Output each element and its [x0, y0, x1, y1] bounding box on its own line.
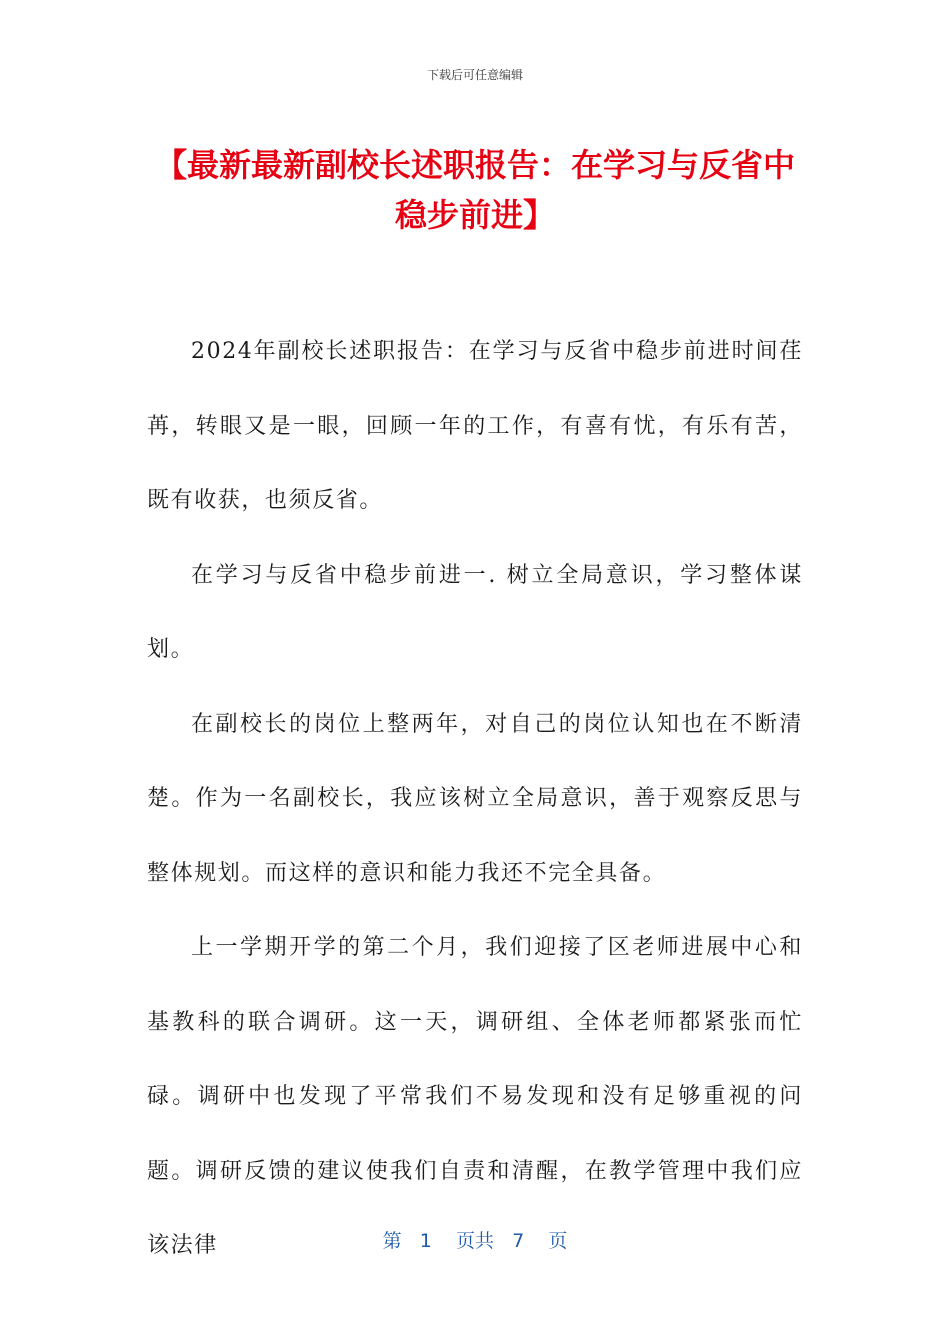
page-label-prefix: 第: [382, 1230, 402, 1252]
paragraph: 2024年副校长述职报告：在学习与反省中稳步前进时间荏苒，转眼又是一眼，回顾一年的工作，有喜有忧，有乐有苦，既有收获，也须反省。: [147, 339, 803, 513]
current-page-number: 1: [419, 1230, 432, 1252]
header-note: 下载后可任意编辑: [426, 68, 523, 82]
paragraph: 上一学期开学的第二个月，我们迎接了区老师进展中心和基教科的联合调研。这一天，调研组、全体老师都紧张而忙碌。调研中也发现了平常我们不易发现和没有足够重视的问题。调研反馈的建议使我们自责和清醒，在教学管理中我们应该法律: [147, 935, 803, 1258]
page-label-mid: 页共: [455, 1230, 494, 1252]
page-footer: [0, 1226, 950, 1253]
document-title: 【最新最新副校长述职报告：在学习与反省中稳步前进】: [154, 146, 795, 234]
document-body: [147, 315, 803, 1284]
page-label-suffix: 页: [548, 1230, 568, 1252]
paragraph: 在副校长的岗位上整两年，对自己的岗位认知也在不断清楚。作为一名副校长，我应该树立全局意识，善于观察反思与整体规划。而这样的意识和能力我还不完全具备。: [147, 711, 803, 886]
paragraph: 在学习与反省中稳步前进一. 树立全局意识，学习整体谋划。: [147, 562, 803, 662]
total-pages-number: 7: [512, 1230, 525, 1252]
